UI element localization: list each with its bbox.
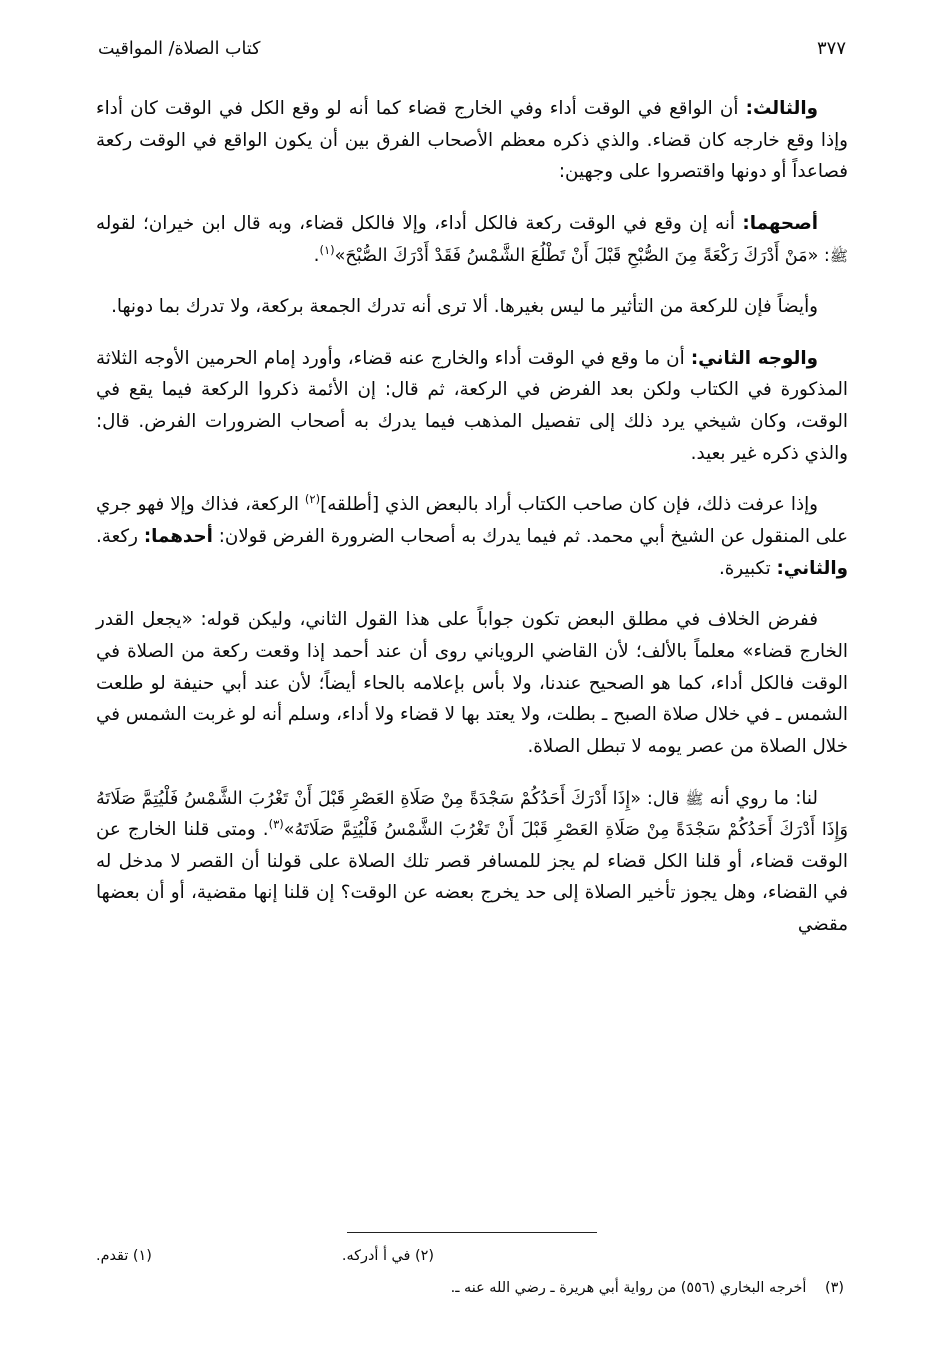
- footnote-ref-1[interactable]: (١): [319, 242, 335, 257]
- page-number: ٣٧٧: [816, 38, 846, 59]
- footnote-3-text: أخرجه البخاري (٥٥٦) من رواية أبي هريرة ـ رضي الله عنه ـ.: [450, 1280, 807, 1297]
- paragraph-5-text2: الركعة، فذاك وإلا فهو جري على المنقول عن الشيخ أبي محمد. ثم فيما يدرك به أصحاب الضرورة الفرض قولان:: [96, 494, 848, 548]
- footnote-item-2: [342, 1243, 434, 1270]
- footnote-2-num: (٢): [415, 1247, 434, 1264]
- paragraph-6-text: ففرض الخلاف في مطلق البعض تكون جواباً على هذا القول الثاني، وليكن قوله: «يجعل القدر الخارج قضاء» معلماً بالألف؛ لأن القاضي الروياني روى أن عند أحمد إذا وقعت ركعة من الصلاة في الوقت فالكل أداء، كما هو الصحيح عندنا، ولا بأس بإعلامه بالحاء أيضاً؛ لأن عند أبي حنيفة لو طلعت الشمس ـ في خلال صلاة الصبح ـ بطلت، ولا يعتد بها لا قضاء ولا أداء، وسلم أنه لو غربت الشمس في خلال الصلاة من عصر يومه لا تبطل الصلاة.: [96, 609, 848, 757]
- salawat-glyph: ﷺ: [829, 246, 848, 265]
- paragraph-4-lead: والوجه الثاني:: [690, 347, 818, 369]
- footnote-2-text: في أ أدركه.: [341, 1247, 411, 1264]
- paragraph-2-text: أنه إن وقع في الوقت ركعة فالكل أداء، وإلا فالكل قضاء، وبه قال ابن خيران؛ لقوله: [96, 212, 743, 234]
- paragraph-4-text: أن ما وقع في الوقت أداء والخارج عنه قضاء، وأورد إمام الحرمين الأوجه الثلاثة المذكورة في الكتاب ولكن بعد الفرض في الركعة، ثم قال: إن الأئمة ذكروا الركعة فيما يقع في الوقت، وكان شيخي يرد ذلك إلى تفصيل المذهب فيما يدرك به أصحاب الضرورات الفرض. قال: والذي ذكره غير بعيد.: [96, 347, 848, 464]
- footnotes-section: [96, 1232, 848, 1302]
- footnote-1-text: تقدم.: [96, 1247, 129, 1264]
- paragraph-7-text: لنا: ما روي أنه: [703, 787, 819, 809]
- paragraph-7: [96, 783, 848, 941]
- paragraph-2-hadith: : «مَنْ أَدْرَكَ رَكْعَةً مِنَ الصُّبْحِ قَبْلَ أَنْ تَطْلُعَ الشَّمْسُ فَقَدْ أَدْرَكَ الصُّبْحَ»: [334, 245, 830, 266]
- footnote-ref-2[interactable]: (٢): [304, 492, 321, 507]
- footnote-ref-3[interactable]: (٣): [268, 817, 284, 832]
- paragraph-1-text: أن الواقع في الوقت أداء وفي الخارج قضاء كما أنه لو وقع الكل في الوقت كان أداء وإذا وقع خارجه كان قضاء. والذي ذكره معظم الأصحاب الفرق بين أن يكون الواقع في الوقت ركعة فصاعداً أو دونها واقتصروا على وجهين:: [96, 98, 848, 183]
- paragraph-3: [96, 291, 848, 323]
- footnote-row: [96, 1243, 848, 1270]
- paragraph-3-text: وأيضاً فإن للركعة من التأثير ما ليس بغيرها. ألا ترى أنه تدرك الجمعة بركعة، ولا تدرك بما دونها.: [111, 296, 818, 318]
- paragraph-6: [96, 604, 848, 762]
- paragraph-5-text3: ركعة.: [96, 526, 144, 548]
- footnote-1-num: (١): [132, 1247, 152, 1264]
- paragraph-2: [96, 208, 848, 271]
- footnote-3-num: (٣): [825, 1280, 844, 1297]
- paragraph-5-text4: تكبيرة.: [718, 557, 777, 579]
- page-body: [96, 93, 848, 941]
- salawat-glyph-2: ﷺ: [685, 789, 704, 808]
- chapter-title: كتاب الصلاة/ المواقيت: [98, 39, 261, 59]
- paragraph-7-hadith: قال: «إِذَا أَدْرَكَ أَحَدُكُمْ سَجْدَةً مِنْ صَلَاةِ العَصْرِ قَبْلَ أَنْ تَغْرُبَ الشَّمْسُ فَلْيُتِمَّ صَلَاتَهُ وَإِذَا أَدْرَكَ أَحَدُكُمْ سَجْدَةً مِنْ صَلَاةِ العَصْرِ قَبْلَ أَنْ تَغْرُبَ الشَّمْسُ فَلْيُتِمَّ صَلَاتَهُ»: [96, 788, 849, 841]
- paragraph-2-lead: أصحهما:: [742, 212, 818, 234]
- paragraph-1-lead: والثالث:: [745, 98, 818, 119]
- paragraph-5-bold1: أحدهما:: [143, 526, 213, 548]
- paragraph-5: [96, 489, 848, 584]
- paragraph-5-text: وإذا عرفت ذلك، فإن كان صاحب الكتاب أراد بالبعض الذي [أطلقه]: [320, 494, 819, 516]
- paragraph-7-tail: . ومتى قلنا الخارج عن الوقت قضاء، أو قلنا الكل قضاء لم يجز للمسافر قصر تلك الصلاة على قولنا أن القصر لا مدخل له في القضاء، وهل يجوز تأخير الصلاة إلى حد يخرج بعضه عن الوقت؟ إن قلنا إنها مقضية، أو أن بعضها مقضي: [96, 819, 848, 936]
- footnote-item-3: [96, 1275, 848, 1302]
- footnote-divider: [347, 1232, 597, 1233]
- paragraph-4: [96, 343, 848, 470]
- footnote-item-1: [96, 1243, 152, 1270]
- paragraph-1: [96, 93, 848, 188]
- page-header: [96, 38, 848, 59]
- paragraph-2-tail: .: [313, 244, 320, 266]
- paragraph-5-bold2: والثاني:: [776, 557, 848, 579]
